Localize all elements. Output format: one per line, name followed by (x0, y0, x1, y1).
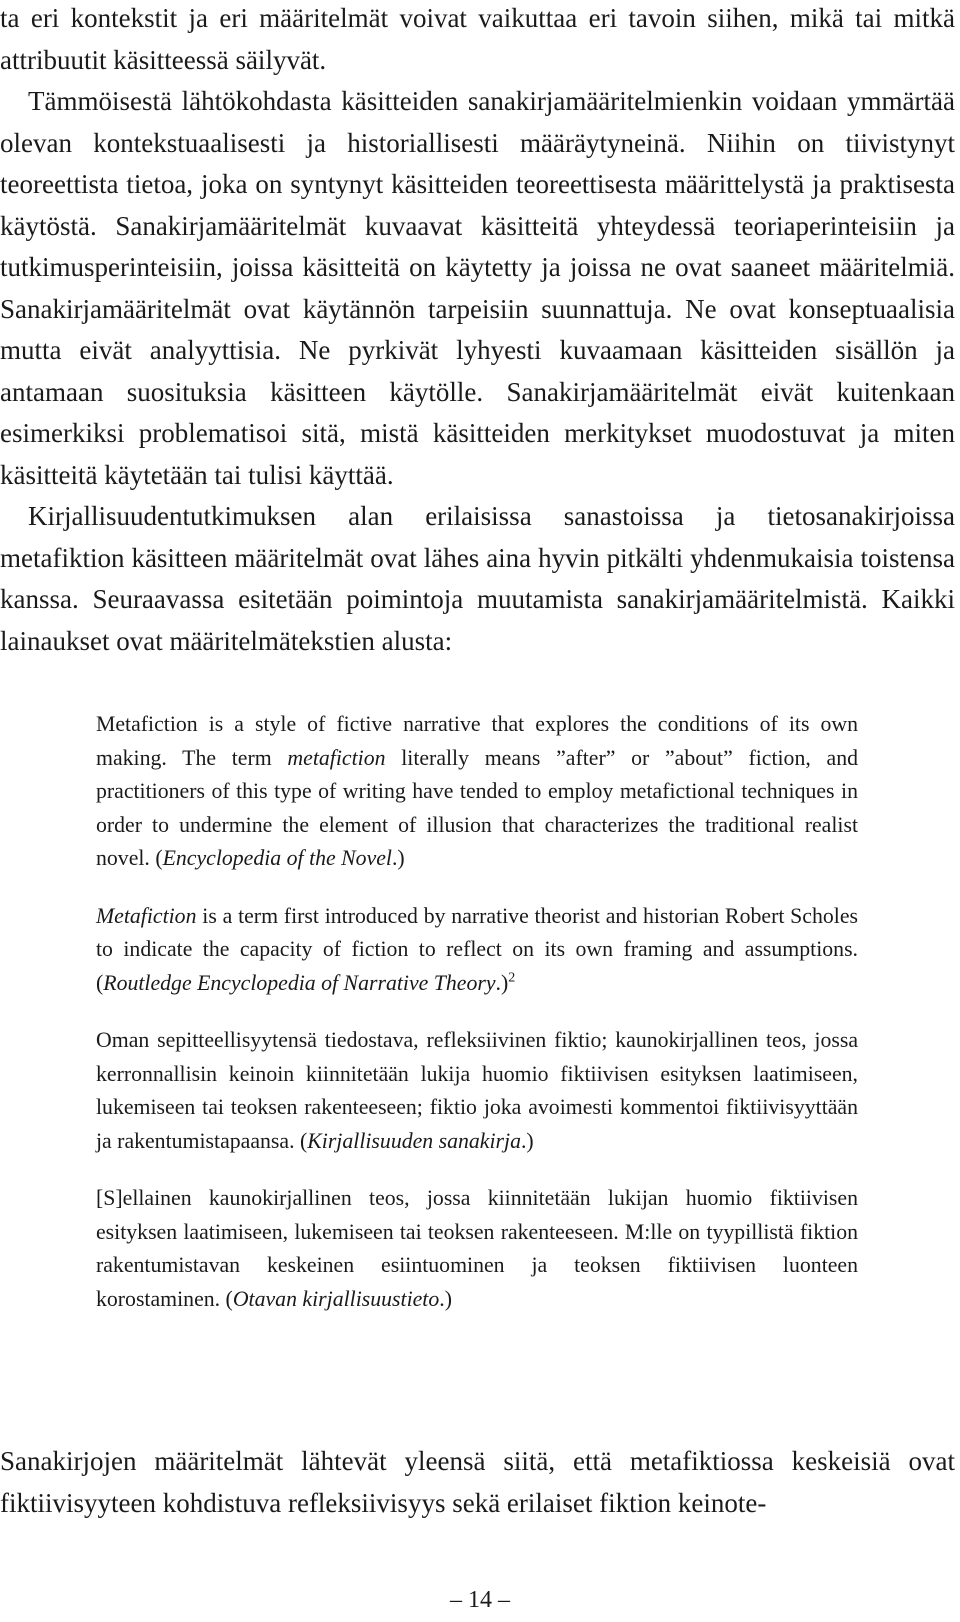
page-number: – 14 – (450, 1587, 510, 1613)
block-quote: Metafiction is a style of fictive narrative that explores the conditions of its own making. The term metafiction literally means ”after” or ”about” fiction, and practitioners of this type of writing have tended to employ metafictional techniques in order to undermine the element of illusion that characterizes the traditional realist novel. (Encyclopedia of the Novel.) (96, 712, 858, 870)
block-quote: [S]ellainen kaunokirjallinen teos, jossa kiinnitetään lukijan huomio fiktiivisen esityksen laatimiseen, lukemiseen tai teoksen rakenteeseen. M:lle on tyypillistä fiktion rakentumistavan keskeinen esiintuominen ja teoksen fiktiivisen luonteen korostaminen. (Otavan kirjallisuustieto.) (96, 1186, 858, 1311)
block-quote: Oman sepitteellisyytensä tiedostava, refleksiivinen fiktio; kaunokirjallinen teos, jossa kerronnallisin keinoin kiinnitetään lukija huomio fiktiivisen esityksen laatimiseen, lukemiseen tai teoksen rakenteeseen; fiktio joka avoimesti kommentoi fiktiivisyyttään ja rakentumistapaansa. (Kirjallisuuden sanakirja.) (96, 1028, 858, 1153)
paragraph: Sanakirjojen määritelmät lähtevät yleensä siitä, että metafiktiossa keskeisiä ovat fiktiivisyyteen kohdistuva refleksiivisyys sekä erilaiset fiktion keinote- (0, 1446, 955, 1518)
footnote-marker: 2 (508, 970, 516, 986)
paragraph: Tämmöisestä lähtökohdasta käsitteiden sanakirjamääritelmienkin voidaan ymmärtää olevan kontekstuaalisesti ja historiallisesti määräytyneinä. Niihin on tiivistynyt teoreettista tietoa, joka on syntynyt käsitteiden teoreettisesta määrittelystä ja praktisesta käytöstä. Sanakirjamääritelmät kuvaavat käsitteitä yhteydessä teoriaperinteisiin ja tutkimusperinteisiin, joissa käsitteitä on käytetty ja joissa ne ovat saaneet määritelmiä. Sanakirjamääritelmät ovat käytännön tarpeisiin suunnattuja. Ne ovat konseptuaalisia mutta eivät analyyttisia. Ne pyrkivät lyhyesti kuvaamaan käsitteiden sisällön ja antamaan suosituksia käsitteen käytölle. Sanakirjamääritelmät eivät kuitenkaan esimerkiksi problematisoi sitä, mistä käsitteiden merkitykset muodostuvat ja miten käsitteitä käytetään tai tulisi käyttää. (0, 86, 955, 490)
block-quote: Metafiction is a term first introduced by narrative theorist and historian Robert Scholes to indicate the capacity of fiction to reflect on its own framing and assumptions. (Routledge Encyclopedia of Narrative Theory.)$^2$ (96, 903, 858, 995)
block-quotes (96, 708, 858, 1340)
quote-source: Routledge Encyclopedia of Narrative Theory (103, 970, 496, 995)
quote-source: Encyclopedia of the Novel (162, 846, 392, 870)
body-text-top (0, 0, 955, 662)
quote-source: Kirjallisuuden sanakirja (307, 1128, 521, 1153)
body-text-bottom (0, 1441, 955, 1524)
quote-source: Otavan kirjallisuustieto (232, 1286, 440, 1311)
paragraph-continued: ta eri kontekstit ja eri määritelmät voivat vaikuttaa eri tavoin siihen, mikä tai mitkä attribuutit käsitteessä säilyvät. (0, 3, 955, 75)
paragraph: Kirjallisuudentutkimuksen alan erilaisissa sanastoissa ja tietosanakirjoissa metafiktion käsitteen määritelmät ovat lähes aina hyvin pitkälti yhdenmukaisia toistensa kanssa. Seuraavassa esitetään poimintoja muutamista sanakirjamääritelmistä. Kaikki lainaukset ovat määritelmätekstien alusta: (0, 501, 955, 656)
